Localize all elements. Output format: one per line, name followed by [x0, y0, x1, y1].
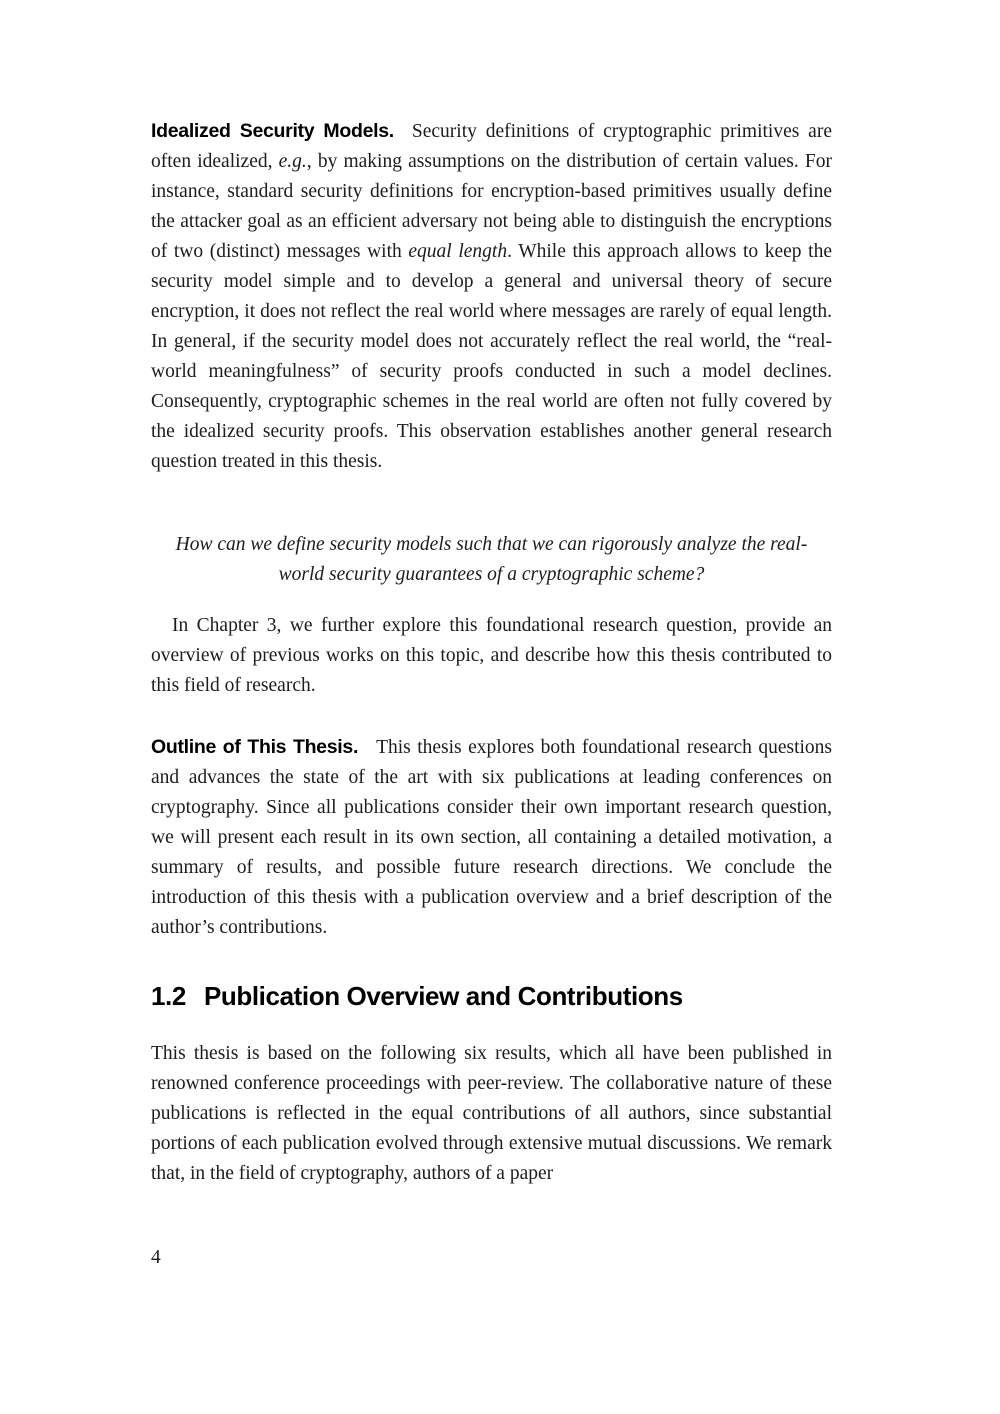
- section-title: Publication Overview and Contributions: [203, 981, 683, 1011]
- p1-text-3: . While this approach allows to keep the security model simple and to develop a general and universal theory of secure encryption, it does not reflect the real world where messages are rarely of equal length. In general, if the security model does not accurately reflect the real world, the “real-world meaningfulness” of security proofs conducted in such a model declines. Consequently, cryptographic schemes in the real world are often not fully covered by the idealized security proofs. This observation establishes another general research question treated in this thesis.: [151, 241, 832, 472]
- research-question-quote: How can we define security models such that we can rigorously analyze the real-world security guarantees of a cryptographic scheme?: [175, 534, 808, 585]
- text-column: [151, 0, 832, 1414]
- section-heading-1-2: [151, 979, 832, 1013]
- p1-text-1: Security definitions of cryptographic primitives are often idealized,: [151, 121, 832, 172]
- page-number: 4: [151, 1247, 161, 1268]
- runin-heading-idealized-security-models: Idealized Security Models.: [151, 120, 394, 142]
- paragraph-chapter-3: In Chapter 3, we further explore this foundational research question, provide an overview of previous works on this topic, and describe how this thesis contributed to this field of research.: [151, 615, 832, 696]
- p1-italic-equal-length: equal length: [408, 241, 508, 262]
- p1-italic-eg: e.g.: [278, 151, 307, 172]
- p1-text-2: , by making assumptions on the distribution of certain values. For instance, standard security definitions for encryption-based primitives usually define the attacker goal as an efficient adversary not being able to distinguish the encryptions of two (distinct) messages with: [151, 151, 832, 262]
- paragraph-publication-overview-intro: This thesis is based on the following six results, which all have been published in renowned conference proceedings with peer-review. The collaborative nature of these publications is reflected in the equal contributions of all authors, since substantial portions of each publication evolved through extensive mutual discussions. We remark that, in the field of cryptography, authors of a paper: [151, 1043, 832, 1184]
- paragraph-outline-of-thesis: [151, 732, 832, 943]
- section-number: 1.2: [151, 981, 186, 1011]
- outline-text: This thesis explores both foundational research questions and advances the state of the art with six publications at leading conferences on cryptography. Since all publications consider their own important research question, we will present each result in its own section, all containing a detailed motivation, a summary of results, and possible future research directions. We conclude the introduction of this thesis with a publication overview and a brief description of the author’s contributions.: [151, 737, 833, 938]
- runin-heading-outline-of-thesis: Outline of This Thesis.: [151, 736, 359, 758]
- paragraph-idealized-security-models: [151, 116, 832, 477]
